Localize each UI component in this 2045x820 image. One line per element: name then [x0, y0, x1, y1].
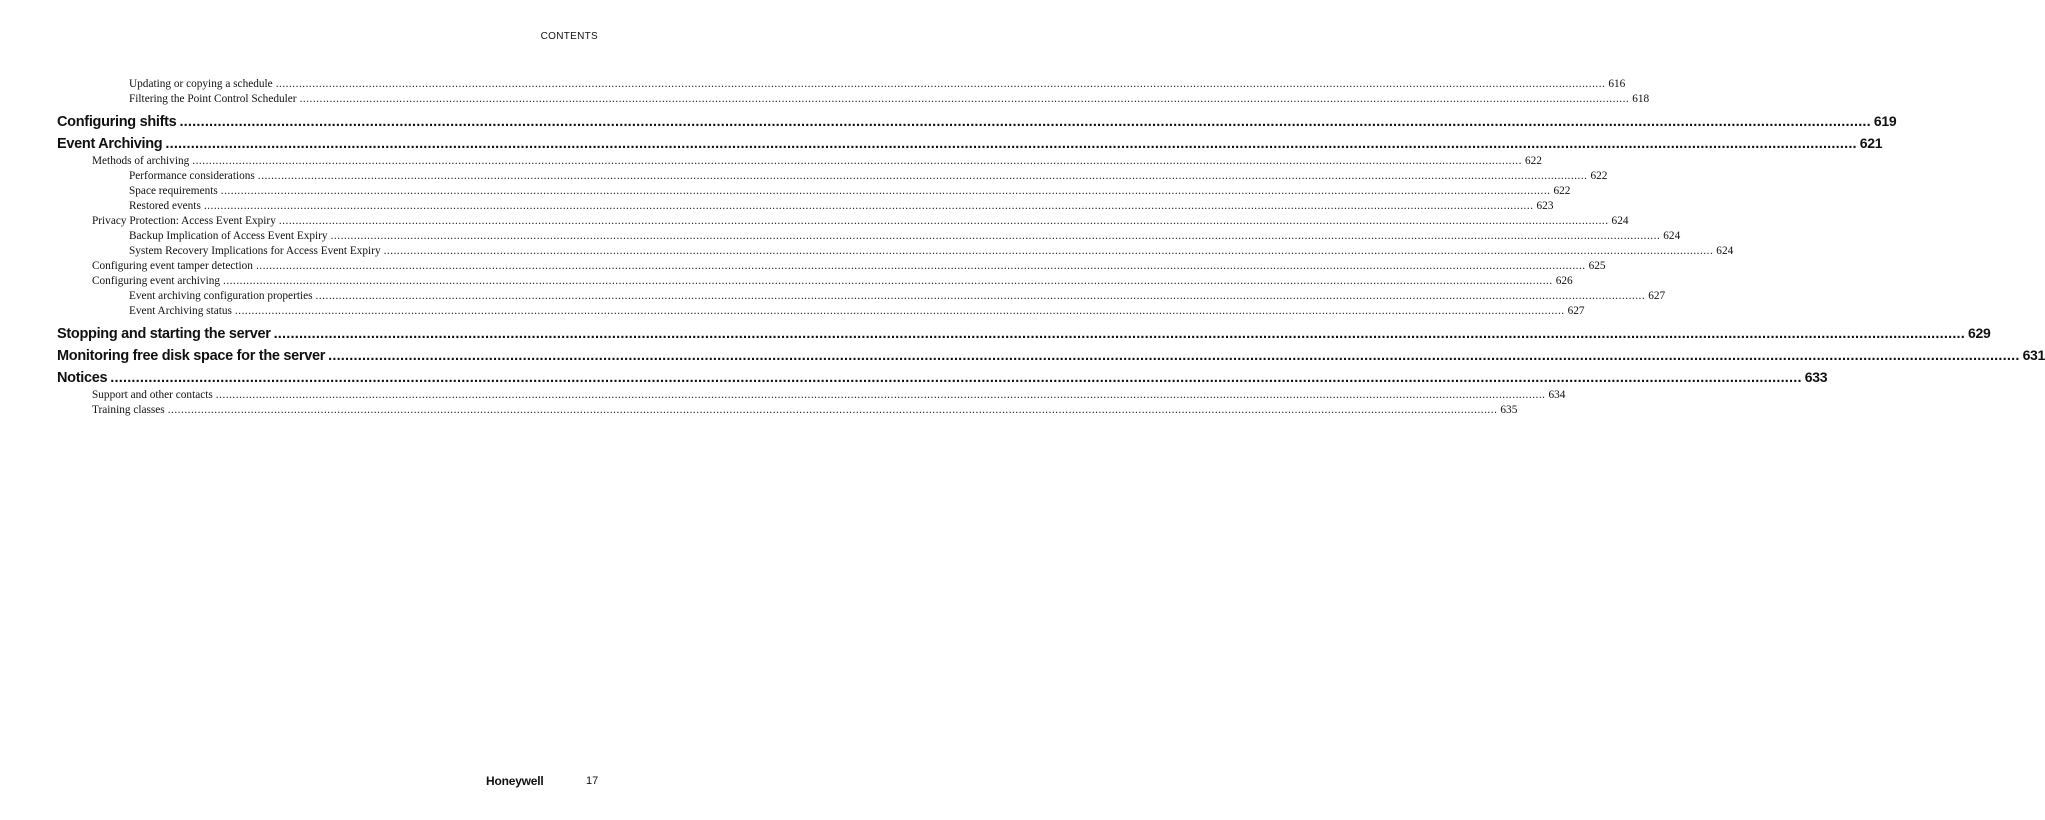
toc-chapter-entry[interactable]: [57, 366, 1828, 388]
toc-dot-leader: ................................................................................................................................................................................................................................................................................................................................................................................................................: [278, 215, 1609, 227]
toc-entry-page: 624: [1663, 230, 1681, 242]
toc-dot-leader: ................................................................................................................................................................................................................................................................................................................................................................................................................: [223, 275, 1553, 287]
toc-entry-page: 631: [2022, 347, 2045, 363]
toc-dot-leader: ................................................................................................................................................................................................................................................................................................................................................................................................................: [328, 348, 2020, 364]
toc-entry-title: Event archiving configuration properties: [129, 290, 313, 302]
toc-subsection-entry[interactable]: [57, 304, 1585, 319]
toc-dot-leader: ................................................................................................................................................................................................................................................................................................................................................................................................................: [215, 389, 1546, 401]
toc-chapter-entry[interactable]: [57, 132, 1883, 154]
toc-entry-title: Support and other contacts: [92, 389, 213, 401]
toc-entry-title: Performance considerations: [129, 170, 255, 182]
toc-dot-leader: ................................................................................................................................................................................................................................................................................................................................................................................................................: [255, 260, 1586, 272]
toc-entry-title: System Recovery Implications for Access Event Expiry: [129, 245, 381, 257]
toc-subsection-entry[interactable]: [57, 244, 1734, 259]
toc-dot-leader: ................................................................................................................................................................................................................................................................................................................................................................................................................: [165, 136, 1857, 152]
toc-entry-title: Configuring event tamper detection: [92, 260, 253, 272]
toc-subsection-entry[interactable]: [57, 77, 1626, 92]
toc-dot-leader: ................................................................................................................................................................................................................................................................................................................................................................................................................: [275, 78, 1606, 90]
toc-entry-page: 624: [1716, 245, 1734, 257]
toc-dot-leader: ................................................................................................................................................................................................................................................................................................................................................................................................................: [167, 404, 1498, 416]
toc-chapter-entry[interactable]: [57, 322, 1991, 344]
toc-entry-page: 633: [1804, 369, 1828, 385]
toc-entry-page: 627: [1648, 290, 1666, 302]
toc-entry-title: Configuring event archiving: [92, 275, 221, 287]
toc-subsection-entry[interactable]: [57, 184, 1571, 199]
toc-entry-page: 629: [1968, 325, 1991, 341]
toc-entry-page: 621: [1859, 135, 1883, 151]
toc-entry-page: 622: [1553, 185, 1571, 197]
toc-entry-page: 622: [1590, 170, 1608, 182]
toc-entry-title: Methods of archiving: [92, 155, 190, 167]
toc-entry-title: Privacy Protection: Access Event Expiry: [92, 215, 276, 227]
toc-entry-title: Event Archiving: [57, 136, 163, 152]
toc-entry-page: 618: [1632, 93, 1650, 105]
toc-subsection-entry[interactable]: [57, 229, 1681, 244]
toc-section-entry[interactable]: [57, 403, 1518, 418]
toc-dot-leader: ................................................................................................................................................................................................................................................................................................................................................................................................................: [110, 370, 1802, 386]
toc-entry-title: Space requirements: [129, 185, 218, 197]
toc-dot-leader: ................................................................................................................................................................................................................................................................................................................................................................................................................: [220, 185, 1551, 197]
toc-entry-page: 619: [1873, 113, 1897, 129]
toc-section-entry[interactable]: [57, 274, 1573, 289]
toc-entry-page: 622: [1524, 155, 1542, 167]
toc-dot-leader: ................................................................................................................................................................................................................................................................................................................................................................................................................: [299, 93, 1630, 105]
toc-subsection-entry[interactable]: [57, 199, 1554, 214]
toc-chapter-entry[interactable]: [57, 110, 1897, 132]
toc-dot-leader: ................................................................................................................................................................................................................................................................................................................................................................................................................: [315, 290, 1646, 302]
toc-entry-page: 625: [1588, 260, 1606, 272]
toc-entry-page: 634: [1548, 389, 1566, 401]
table-of-contents: [57, 77, 2045, 418]
toc-entry-title: Backup Implication of Access Event Expiry: [129, 230, 328, 242]
toc-entry-page: 635: [1500, 404, 1518, 416]
toc-entry-page: 627: [1567, 305, 1585, 317]
toc-dot-leader: ................................................................................................................................................................................................................................................................................................................................................................................................................: [257, 170, 1588, 182]
toc-dot-leader: ................................................................................................................................................................................................................................................................................................................................................................................................................: [273, 326, 1966, 342]
page-number: 17: [586, 775, 599, 787]
toc-dot-leader: ................................................................................................................................................................................................................................................................................................................................................................................................................: [192, 155, 1522, 167]
toc-entry-page: 624: [1611, 215, 1629, 227]
toc-subsection-entry[interactable]: [57, 289, 1666, 304]
toc-entry-title: Event Archiving status: [129, 305, 232, 317]
toc-entry-page: 626: [1555, 275, 1573, 287]
toc-entry-title: Restored events: [129, 200, 201, 212]
toc-entry-title: Filtering the Point Control Scheduler: [129, 93, 297, 105]
toc-entry-title: Monitoring free disk space for the server: [57, 348, 326, 364]
honeywell-logo: Honeywell: [486, 774, 544, 788]
toc-chapter-entry[interactable]: [57, 344, 2045, 366]
toc-entry-title: Training classes: [92, 404, 165, 416]
toc-entry-title: Stopping and starting the server: [57, 326, 271, 342]
toc-dot-leader: ................................................................................................................................................................................................................................................................................................................................................................................................................: [179, 114, 1871, 130]
toc-entry-title: Configuring shifts: [57, 114, 177, 130]
toc-dot-leader: ................................................................................................................................................................................................................................................................................................................................................................................................................: [330, 230, 1661, 242]
running-header: CONTENTS: [540, 31, 598, 42]
toc-subsection-entry[interactable]: [57, 169, 1608, 184]
toc-section-entry[interactable]: [57, 388, 1566, 403]
toc-entry-page: 623: [1536, 200, 1554, 212]
toc-entry-title: Notices: [57, 370, 108, 386]
toc-section-entry[interactable]: [57, 259, 1606, 274]
toc-dot-leader: ................................................................................................................................................................................................................................................................................................................................................................................................................: [203, 200, 1534, 212]
toc-entry-page: 616: [1608, 78, 1626, 90]
toc-dot-leader: ................................................................................................................................................................................................................................................................................................................................................................................................................: [383, 245, 1714, 257]
toc-entry-title: Updating or copying a schedule: [129, 78, 273, 90]
toc-section-entry[interactable]: [57, 214, 1629, 229]
toc-dot-leader: ................................................................................................................................................................................................................................................................................................................................................................................................................: [234, 305, 1565, 317]
toc-section-entry[interactable]: [57, 154, 1542, 169]
toc-subsection-entry[interactable]: [57, 92, 1650, 107]
